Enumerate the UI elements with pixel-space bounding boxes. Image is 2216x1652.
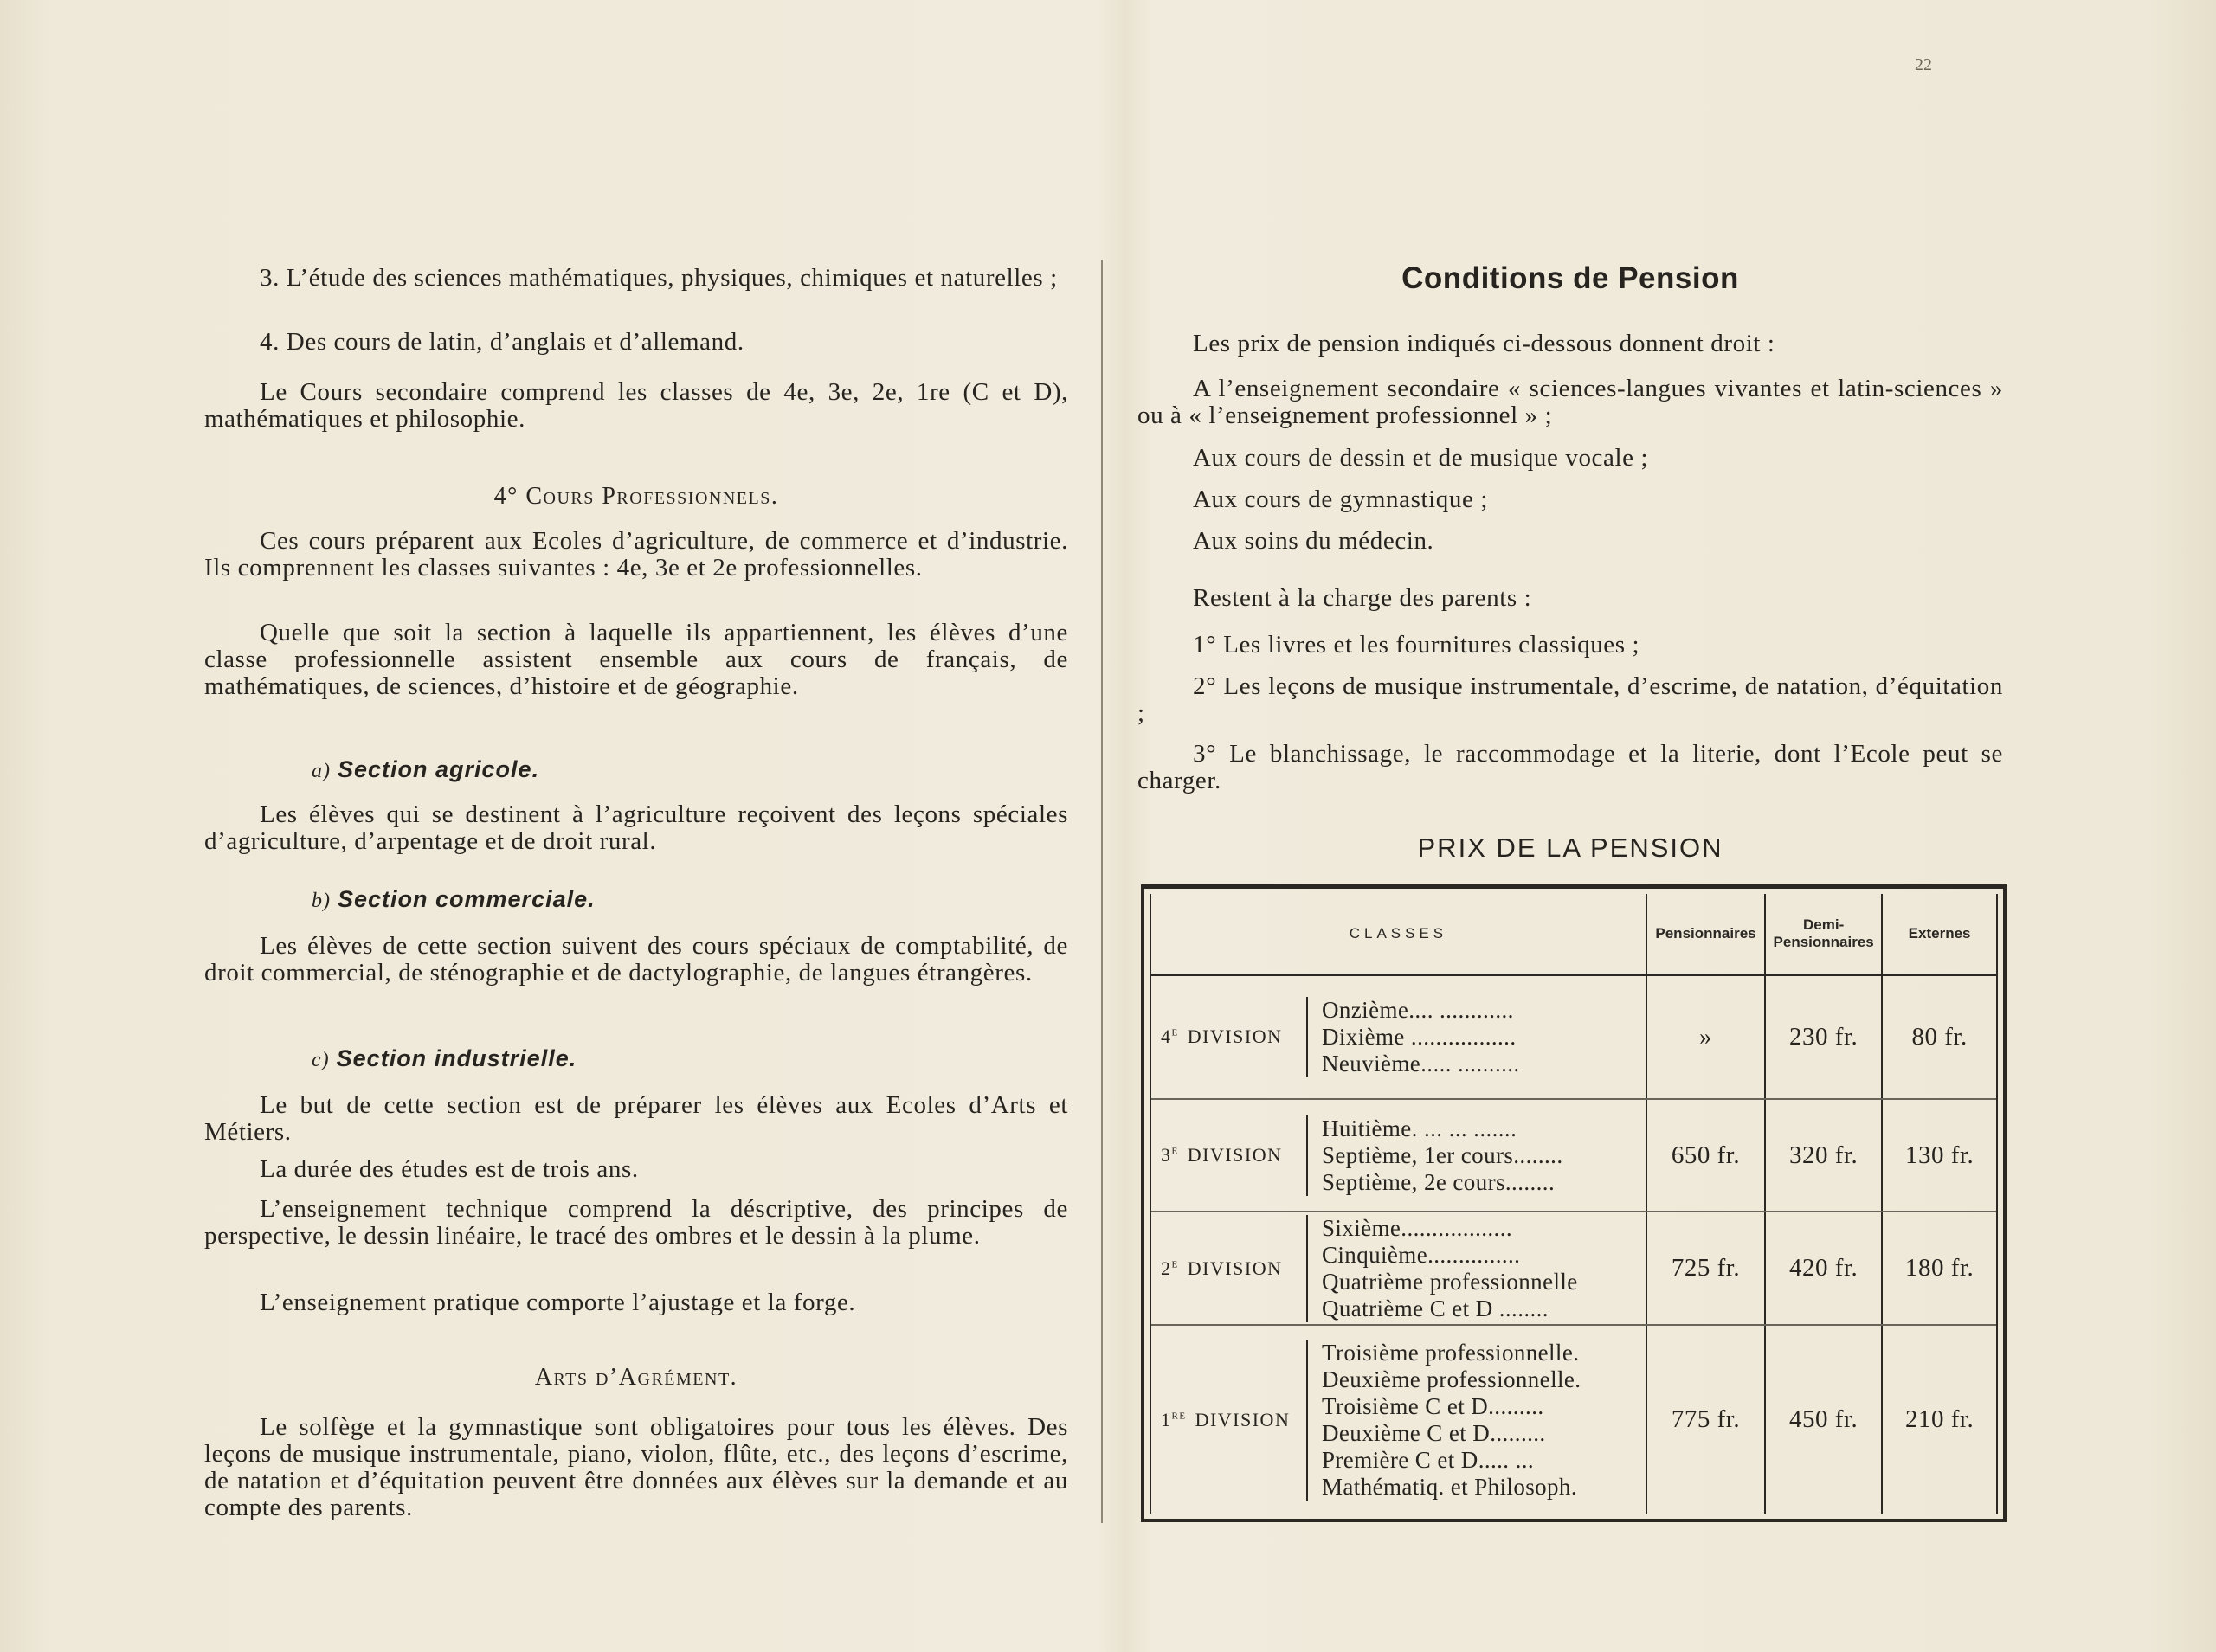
paragraph-text: Le Cours secondaire comprend les classes de 4e, 3e, 2e, 1re (C et D), mathématiques et philosophie. [204,378,1068,433]
classes-cell-layout [1152,997,1645,1077]
class-name: Sixième.................. [1322,1214,1512,1241]
class-name: Septième, 2e cours........ [1322,1168,1556,1195]
paragraph: Ces cours préparent aux Ecoles d’agriculture, de commerce et d’industrie. Ils comprennent les classes suivantes : 4e, 3e et 2e professionnelles. [204,527,1068,582]
classes-cell [1151,1212,1646,1325]
paragraph: La durée des études est de trois ans. [260,1155,639,1183]
division-number-suffix: e [1171,1143,1179,1158]
division-label [1152,1025,1306,1048]
column-header-pensionnaires: Pensionnaires [1646,894,1765,975]
section-title: Section commerciale. [338,886,596,912]
class-name: Cinquième............... [1322,1241,1521,1268]
classes-cell-layout [1152,1215,1645,1322]
section-marker: c) [312,1049,330,1071]
price-demi-pensionnaires: 450 fr. [1765,1325,1882,1514]
division-word: DIVISION [1187,1144,1283,1166]
price-demi-pensionnaires: 420 fr. [1765,1212,1882,1325]
classes-cell [1151,975,1646,1099]
paragraph: Aux cours de gymnastique ; [1193,485,1488,513]
price-externes: 180 fr. [1882,1212,1996,1325]
paragraph: L’enseignement pratique comporte l’ajustage et la forge. [260,1289,856,1316]
paragraph: 1° Les livres et les fournitures classiques ; [1193,631,1640,659]
class-name: Troisième professionnelle. [1322,1339,1580,1366]
price-externes: 80 fr. [1882,975,1996,1099]
class-name: Huitième. ... ... ....... [1322,1115,1517,1141]
price-pensionnaires: » [1646,975,1765,1099]
paragraph: 2° Les leçons de musique instrumentale, d’escrime, de natation, d’équitation ; [1137,672,2003,727]
classes-cell-layout [1152,1115,1645,1196]
table-row [1151,1212,1996,1325]
table-title: PRIX DE LA PENSION [1417,832,1723,863]
price-pensionnaires: 650 fr. [1646,1099,1765,1212]
division-number-suffix: e [1171,1025,1179,1039]
paragraph: Les élèves qui se destinent à l’agriculture reçoivent des leçons spéciales d’agriculture, d’arpentage et de droit rural. [204,800,1068,855]
table-row [1151,1099,1996,1212]
section-title: Section industrielle. [336,1045,577,1071]
paragraph: Aux soins du médecin. [1193,527,1434,555]
price-externes: 130 fr. [1882,1099,1996,1212]
paragraph: Les prix de pension indiqués ci-dessous donnent droit : [1193,330,1775,357]
table-row [1151,1325,1996,1514]
class-name: Onzième.... ............ [1322,996,1514,1023]
division-number-suffix: re [1171,1408,1187,1423]
division-number: 4 [1161,1025,1172,1048]
class-list [1306,1215,1607,1322]
division-label [1152,1409,1306,1431]
paragraph: Les élèves de cette section suivent des cours spéciaux de comptabilité, de droit commercial, de sténographie et de dactylographie, de langues étrangères. [204,932,1068,987]
paragraph: 3. L’étude des sciences mathématiques, physiques, chimiques et naturelles ; [260,264,1058,292]
heading-section-industrielle [312,1045,577,1072]
page-title: Conditions de Pension [1401,261,1739,295]
division-word: DIVISION [1187,1025,1283,1048]
table-inner-frame [1150,894,1998,1514]
heading-cours-professionnels: 4° Cours Professionnels. [493,483,779,510]
price-externes: 210 fr. [1882,1325,1996,1514]
paragraph: 4. Des cours de latin, d’anglais et d’allemand. [260,328,744,356]
division-number-suffix: e [1171,1257,1179,1271]
paragraph: Aux cours de dessin et de musique vocale ; [1193,444,1649,472]
column-header-demi-pensionnaires: Demi-Pensionnaires [1765,894,1882,975]
class-name: Dixième ................. [1322,1023,1517,1050]
class-list [1306,1115,1607,1196]
classes-cell-layout [1152,1340,1645,1501]
pension-price-table [1141,884,2007,1522]
class-list [1306,1340,1607,1501]
heading-section-agricole [312,756,539,783]
price-demi-pensionnaires: 230 fr. [1765,975,1882,1099]
table-header-row [1151,894,1996,975]
section-title: Section agricole. [338,756,540,782]
heading-section-commerciale [312,886,596,913]
paragraph: Restent à la charge des parents : [1193,584,1532,612]
class-name: Troisième C et D......... [1322,1392,1544,1419]
corner-mark: 22 [1915,55,1932,74]
heading-arts-agrement: Arts d’Agrément. [534,1364,738,1391]
division-label [1152,1257,1306,1280]
class-name: Deuxième professionnelle. [1322,1366,1581,1392]
column-header-classes: CLASSES [1151,894,1646,975]
class-name: Neuvième..... .......... [1322,1050,1520,1077]
paragraph: A l’enseignement secondaire « sciences-langues vivantes et latin-sciences » ou à « l’enseignement professionnel » ; [1137,375,2003,429]
price-pensionnaires: 775 fr. [1646,1325,1765,1514]
division-word: DIVISION [1195,1408,1291,1430]
division-number: 3 [1161,1144,1172,1166]
classes-cell [1151,1099,1646,1212]
paragraph: L’enseignement technique comprend la déscriptive, des principes de perspective, le dessin linéaire, le tracé des ombres et le dessin à la plume. [204,1195,1068,1250]
class-name: Deuxième C et D......... [1322,1419,1546,1446]
paragraph: Le solfège et la gymnastique sont obligatoires pour tous les élèves. Des leçons de musique instrumentale, piano, violon, flûte, etc., des leçons d’escrime, de natation et d’équitation peuvent être données aux élèves sur la demande et au compte des parents. [204,1413,1068,1521]
paragraph: Quelle que soit la section à laquelle ils appartiennent, les élèves d’une classe professionnelle assistent ensemble aux cours de français, de mathématiques, de sciences, d’histoire et de géographie. [204,619,1068,700]
column-divider [1101,260,1103,1523]
class-name: Septième, 1er cours........ [1322,1141,1563,1168]
paragraph [204,379,1068,433]
section-marker: b) [312,890,331,912]
section-marker: a) [312,760,331,782]
class-name: Mathématiq. et Philosoph. [1322,1473,1577,1500]
column-header-externes: Externes [1882,894,1996,975]
table-row [1151,975,1996,1099]
class-name: Quatrième professionnelle [1322,1268,1578,1295]
price-demi-pensionnaires: 320 fr. [1765,1099,1882,1212]
price-table [1151,894,1996,1514]
price-pensionnaires: 725 fr. [1646,1212,1765,1325]
paragraph: 3° Le blanchissage, le raccommodage et la literie, dont l’Ecole peut se charger. [1137,740,2003,794]
paragraph: Le but de cette section est de préparer les élèves aux Ecoles d’Arts et Métiers. [204,1091,1068,1146]
division-word: DIVISION [1187,1257,1283,1279]
class-name: Première C et D..... ... [1322,1446,1535,1473]
class-list [1306,997,1607,1077]
division-label [1152,1144,1306,1167]
classes-cell [1151,1325,1646,1514]
class-name: Quatrième C et D ........ [1322,1295,1549,1321]
division-number: 1 [1161,1408,1172,1430]
division-number: 2 [1161,1257,1172,1279]
